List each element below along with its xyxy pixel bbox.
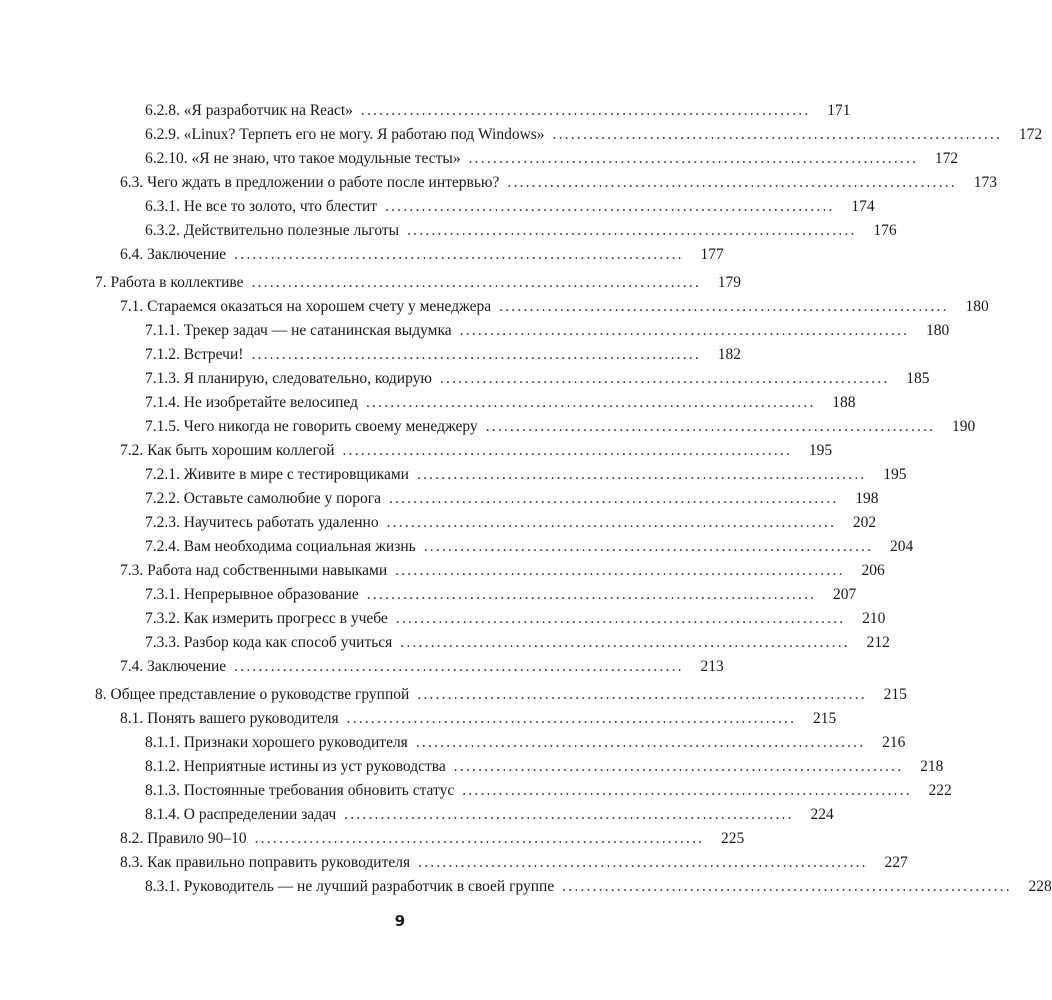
toc-entry-title: 7. Работа в коллективе [95,274,244,291]
toc-entry-page: 215 [883,686,907,703]
toc-entry [95,168,997,192]
page-number: 9 [394,912,406,930]
toc-entry-page: 177 [700,246,724,263]
dot-leader: .......................................................................... [234,246,684,263]
toc-entry-page: 207 [833,586,857,603]
dot-leader: .......................................................................... [407,222,857,239]
toc-entry-title: 7.1.5. Чего никогда не говорить своему менеджеру [145,418,478,435]
toc-entry-page: 182 [717,346,741,363]
toc-entry-title: 8. Общее представление о руководстве группой [95,686,410,703]
toc-entry-title: 6.3.2. Действительно полезные льготы [145,222,400,239]
toc-entry-title: 7.1.1. Трекер задач — не сатанинская выдумка [145,322,452,339]
toc-entry-title: 7.4. Заключение [120,658,227,675]
dot-leader: .......................................................................... [366,586,817,603]
toc-entry [95,460,907,484]
dot-leader: .......................................................................... [254,830,705,847]
toc-entry [95,484,879,508]
toc-entry-title: 7.2.4. Вам необходима социальная жизнь [145,538,416,555]
toc-entry-page: 204 [890,538,914,555]
dot-leader: .......................................................................... [468,150,919,167]
dot-leader: .......................................................................... [342,442,793,459]
toc-entry [95,604,886,628]
toc-entry-page: 222 [928,782,952,799]
dot-leader: .......................................................................... [395,562,845,579]
toc-entry [95,216,897,240]
toc-entry-title: 6.2.9. «Linux? Терпеть его не могу. Я работаю под Windows» [145,126,545,143]
dot-leader: .......................................................................... [417,686,867,703]
toc-entry [95,680,907,704]
toc-entry [95,824,745,848]
toc-entry [95,364,930,388]
toc-entry-page: 188 [832,394,856,411]
toc-entry-page: 210 [862,610,886,627]
toc-entry-page: 198 [855,490,879,507]
dot-leader: .......................................................................... [453,758,904,775]
toc-entry-title: 7.3.2. Как измерить прогресс в учебе [145,610,388,627]
toc-entry [95,872,1052,896]
dot-leader: .......................................................................... [251,274,702,291]
dot-leader: .......................................................................... [386,514,837,531]
toc-entry [95,580,857,604]
dot-leader: .......................................................................... [344,806,794,823]
toc-entry-page: 190 [952,418,976,435]
dot-leader: .......................................................................... [415,734,866,751]
dot-leader: .......................................................................... [562,878,1012,895]
toc-entry-page: 195 [883,466,907,483]
toc-entry-page: 228 [1028,878,1052,895]
toc-entry [95,628,890,652]
toc-entry [95,776,952,800]
dot-leader: .......................................................................... [459,322,910,339]
toc-entry-title: 8.3.1. Руководитель — не лучший разработчик в своей группе [145,878,555,895]
toc-entry [95,316,950,340]
dot-leader: .......................................................................... [416,466,867,483]
toc-entry-page: 174 [851,198,875,215]
toc-entry-page: 173 [973,174,997,191]
toc-entry-title: 8.2. Правило 90–10 [120,830,247,847]
toc-entry [95,704,837,728]
dot-leader: .......................................................................... [234,658,684,675]
toc-entry [95,752,944,776]
dot-leader: .......................................................................... [423,538,874,555]
toc-entry [95,292,989,316]
toc-entry [95,192,875,216]
toc-entry [95,848,908,872]
toc-entry-title: 6.2.10. «Я не знаю, что такое модульные тесты» [145,150,461,167]
toc-entry-title: 7.2.1. Живите в мире с тестировщиками [145,466,409,483]
toc-entry-page: 216 [882,734,906,751]
toc-entry-page: 195 [808,442,833,459]
toc-entry-page: 225 [720,830,745,847]
toc-entry-title: 8.3. Как правильно поправить руководителя [120,854,411,871]
dot-leader: .......................................................................... [507,174,957,191]
toc-entry-title: 8.1.1. Признаки хорошего руководителя [145,734,408,751]
dot-leader: .......................................................................... [485,418,936,435]
toc-entry [95,436,833,460]
toc-entry-title: 7.1.3. Я планирую, следовательно, кодирую [145,370,432,387]
toc-entry-page: 185 [906,370,930,387]
dot-leader: .......................................................................... [400,634,850,651]
toc-entry-page: 215 [812,710,837,727]
toc-entry-page: 202 [852,514,877,531]
toc-entry-title: 8.1.2. Неприятные истины из уст руководства [145,758,446,775]
toc-entry-title: 7.1.4. Не изобретайте велосипед [145,394,358,411]
dot-leader: .......................................................................... [395,610,846,627]
dot-leader: .......................................................................... [365,394,816,411]
toc-entry-title: 7.2.3. Научитесь работать удаленно [145,514,379,531]
toc-entry-page: 224 [810,806,834,823]
toc-entry [95,556,885,580]
toc-entry-page: 212 [866,634,890,651]
dot-leader: .......................................................................... [552,126,1003,143]
toc-entry-title: 7.2. Как быть хорошим коллегой [120,442,335,459]
toc-entry [95,268,742,292]
dot-leader: .......................................................................... [418,854,868,871]
toc-entry-page: 176 [873,222,897,239]
dot-leader: .......................................................................... [439,370,890,387]
toc-entry [95,532,914,556]
toc-entry-title: 7.3.1. Непрерывное образование [145,586,359,603]
toc-entry-page: 206 [861,562,885,579]
toc-entry-title: 6.2.8. «Я разработчик на React» [145,102,353,119]
toc-entry [95,412,976,436]
toc-entry-title: 7.2.2. Оставьте самолюбие у порога [145,490,381,507]
toc-entry-title: 7.3. Работа над собственными навыками [120,562,388,579]
toc-entry-page: 218 [920,758,944,775]
toc-entry [95,388,856,412]
toc-entry [95,508,877,532]
dot-leader: .......................................................................... [360,102,811,119]
toc-entry-title: 8.1.4. О распределении задач [145,806,337,823]
toc-entry-title: 8.1.3. Постоянные требования обновить статус [145,782,455,799]
toc-entry [95,728,906,752]
toc-entry [95,240,724,264]
toc-entry-page: 172 [1018,126,1043,143]
toc-entry-page: 180 [925,322,950,339]
toc-entry-title: 7.1.2. Встречи! [145,346,244,363]
dot-leader: .......................................................................... [346,710,797,727]
toc-entry [95,800,834,824]
toc-entry-page: 172 [934,150,959,167]
toc-entry [95,340,741,364]
toc-entry [95,120,1043,144]
toc-entry-title: 8.1. Понять вашего руководителя [120,710,339,727]
dot-leader: .......................................................................... [388,490,839,507]
toc-entry [95,144,959,168]
dot-leader: .......................................................................... [499,298,949,315]
toc-entry-page: 180 [965,298,989,315]
dot-leader: .......................................................................... [462,782,912,799]
toc-entry-page: 227 [884,854,908,871]
dot-leader: .......................................................................... [251,346,701,363]
toc-entry-title: 7.1. Стараемся оказаться на хорошем счету у менеджера [120,298,492,315]
toc-entry-page: 213 [700,658,724,675]
toc-entry [95,652,724,676]
toc-entry-title: 6.3.1. Не все то золото, что блестит [145,198,378,215]
toc-entry-title: 7.3.3. Разбор кода как способ учиться [145,634,393,651]
toc-entry-title: 6.4. Заключение [120,246,227,263]
toc-entry-page: 179 [717,274,742,291]
toc-entry [95,96,851,120]
dot-leader: .......................................................................... [385,198,835,215]
toc-entry-title: 6.3. Чего ждать в предложении о работе после интервью? [120,174,500,191]
table-of-contents [95,96,1052,896]
toc-entry-page: 171 [827,102,851,119]
